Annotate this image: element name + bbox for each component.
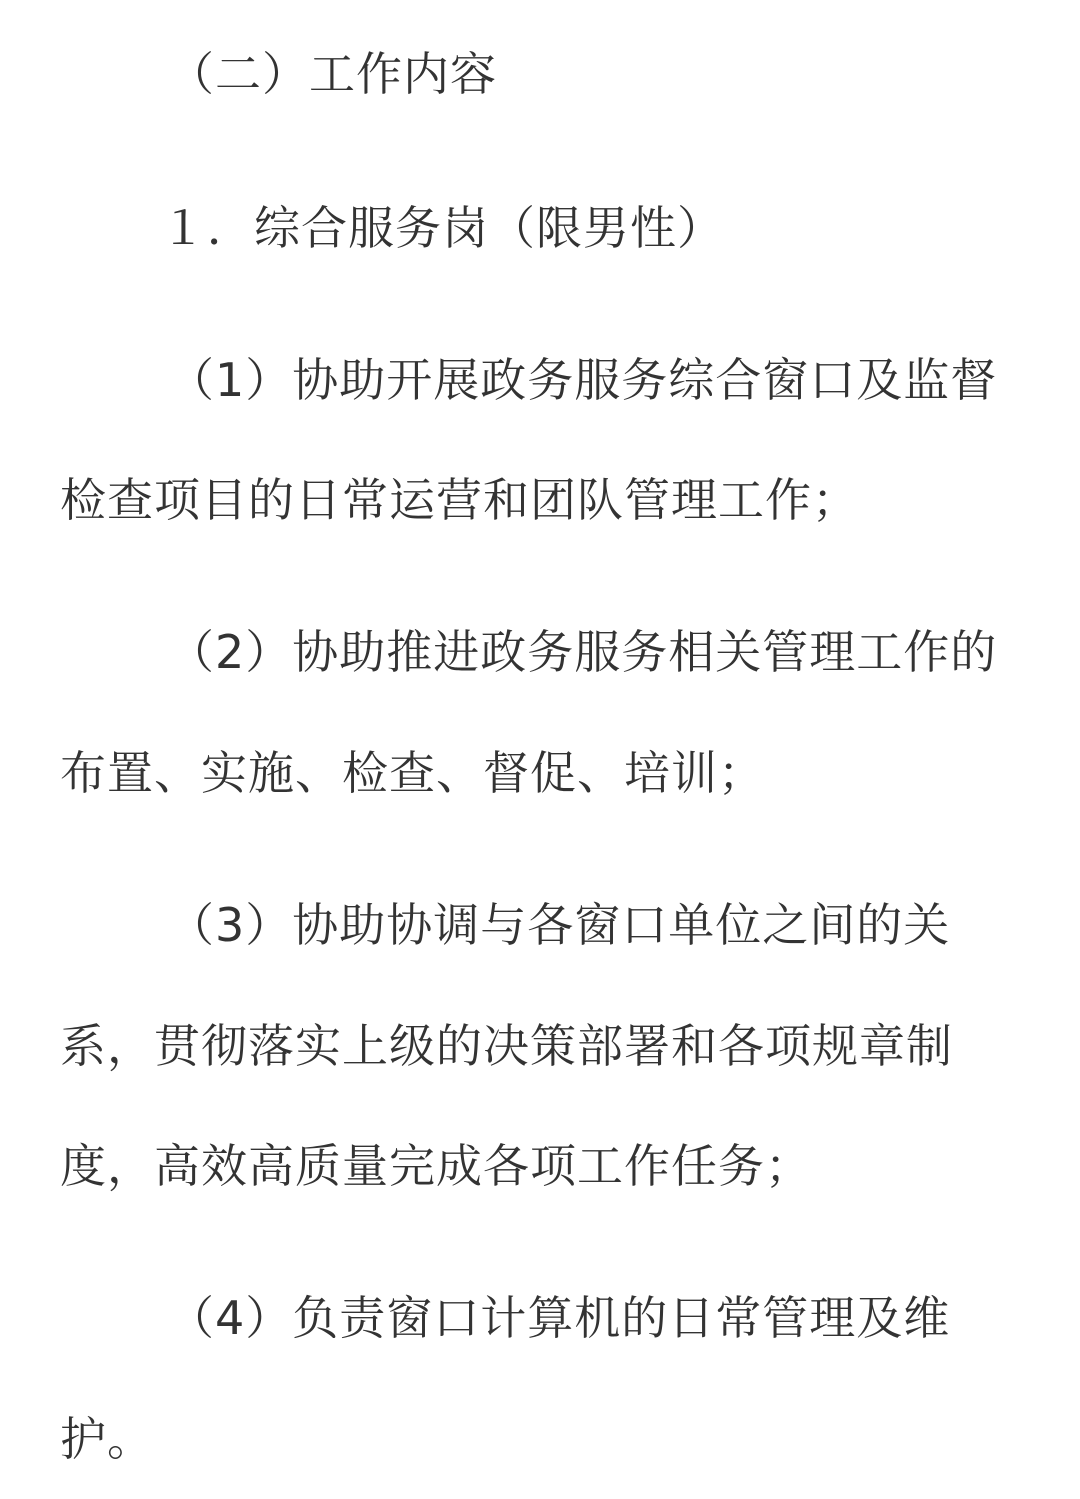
subsection-heading: １．综合服务岗（限男性） <box>160 201 724 255</box>
paragraph-line: 检查项目的日常运营和团队管理工作； <box>60 473 859 527</box>
paragraph-line: （4）负责窗口计算机的日常管理及维 <box>168 1291 951 1345</box>
paragraph-line: （2）协助推进政务服务相关管理工作的 <box>168 625 998 679</box>
paragraph-line: 布置、实施、检查、督促、培训； <box>60 746 765 800</box>
paragraph-line: （3）协助协调与各窗口单位之间的关 <box>168 898 951 952</box>
paragraph-line: 系，贯彻落实上级的决策部署和各项规章制 <box>60 1019 953 1073</box>
paragraph-line: 度，高效高质量完成各项工作任务； <box>60 1139 812 1193</box>
section-heading: （二）工作内容 <box>168 47 497 101</box>
paragraph-line: （1）协助开展政务服务综合窗口及监督 <box>168 353 998 407</box>
paragraph-line: 护。 <box>60 1412 154 1466</box>
